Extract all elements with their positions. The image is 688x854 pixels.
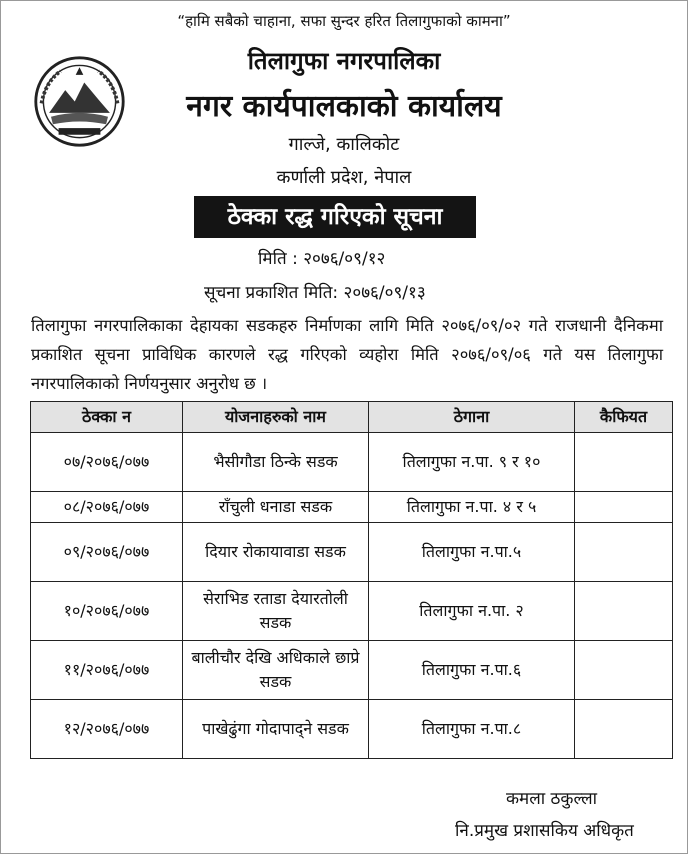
header-remarks: कैफियत (575, 402, 673, 433)
project-name: पाखेढुंगा गोदापाद्ने सडक (183, 700, 369, 759)
location: तिलागुफा न.पा.५ (369, 523, 575, 582)
project-name: भैसीगौडा ठिन्के सडक (183, 433, 369, 492)
notice-body: तिलागुफा नगरपालिकाका देहायका सडकहरु निर्माणका लागि मिति २०७६/०९/०२ गते राजधानी दैनिकमा प्रकाशित सूचना प्राविधिक कारणले रद्ध गरिएको व्यहोरा मिति २०७६/०९/०६ गते यस तिलागुफा नगरपालिकाको निर्णयनुसार अनुरोध छ । (31, 316, 663, 393)
location: तिलागुफा न.पा. २ (369, 582, 575, 641)
table-row (31, 641, 673, 700)
table-header-row (31, 402, 673, 433)
address-line-1: गाल्जे, कालिकोट (288, 134, 400, 155)
contract-no: ०९/२०७६/०७७ (31, 523, 183, 582)
project-name: सेराभिड रताडा देयारतोली सडक (183, 582, 369, 641)
table-row (31, 433, 673, 492)
project-name: दियार रोकायावाडा सडक (183, 523, 369, 582)
contracts-table (30, 401, 673, 759)
notice-date: मिति : २०७६/०९/१२ (258, 249, 386, 269)
remarks (575, 641, 673, 700)
project-name: बालीचौर देखि अधिकाले छाप्रे सडक (183, 641, 369, 700)
table-row (31, 582, 673, 641)
location: तिलागुफा न.पा. ४ र ५ (369, 492, 575, 523)
signatory-name: कमला ठकुल्ला (506, 789, 598, 809)
slogan: “हामि सबैको चाहाना, सफा सुन्दर हरित तिलागुफाको कामना” (177, 12, 511, 30)
contract-no: ०८/२०७६/०७७ (31, 492, 183, 523)
remarks (575, 582, 673, 641)
published-date: सूचना प्रकाशित मिति: २०७६/०९/१३ (204, 283, 426, 303)
table-row (31, 492, 673, 523)
remarks (575, 700, 673, 759)
notice-title: ठेक्का रद्ध गरिएको सूचना (194, 196, 476, 238)
contract-no: १०/२०७६/०७७ (31, 582, 183, 641)
signatory-title: नि.प्रमुख प्रशासकिय अधिकृत (455, 821, 634, 841)
location: तिलागुफा न.पा. ९ र १० (369, 433, 575, 492)
office-name: नगर कार्यपालकाको कार्यालय (186, 89, 502, 124)
municipality-name: तिलागुफा नगरपालिका (247, 47, 441, 75)
location: तिलागुफा न.पा.६ (369, 641, 575, 700)
header-location: ठेगाना (369, 402, 575, 433)
table-row (31, 700, 673, 759)
header-contract-no: ठेक्का न (31, 402, 183, 433)
remarks (575, 523, 673, 582)
location: तिलागुफा न.पा.८ (369, 700, 575, 759)
remarks (575, 433, 673, 492)
address-line-2: कर्णाली प्रदेश, नेपाल (276, 167, 412, 188)
contract-no: ११/२०७६/०७७ (31, 641, 183, 700)
contract-no: १२/२०७६/०७७ (31, 700, 183, 759)
remarks (575, 492, 673, 523)
table-row (31, 523, 673, 582)
header-project-name: योजनाहरुको नाम (183, 402, 369, 433)
contract-no: ०७/२०७६/०७७ (31, 433, 183, 492)
project-name: राँचुली धनाडा सडक (183, 492, 369, 523)
